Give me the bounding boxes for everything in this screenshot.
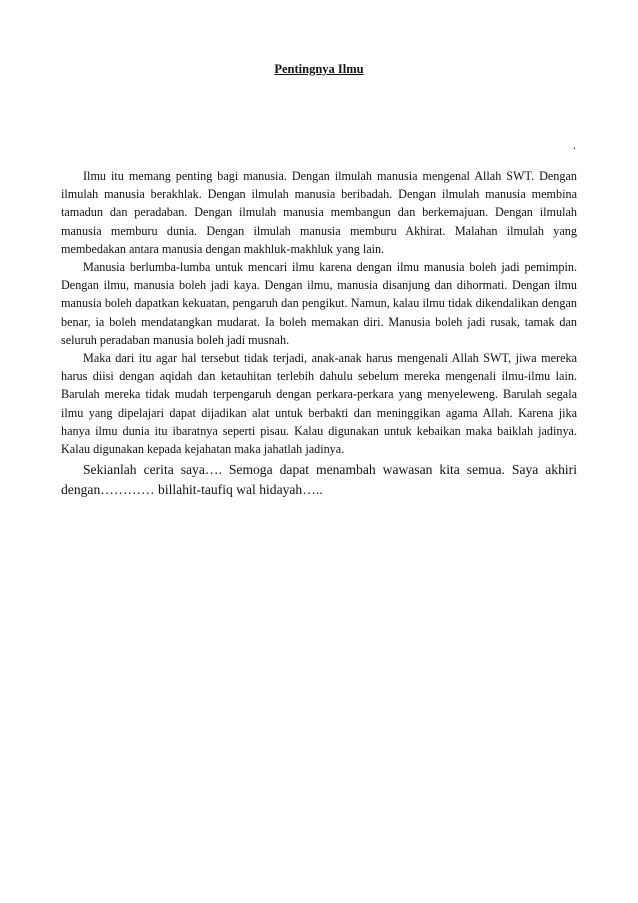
paragraph-1: Ilmu itu memang penting bagi manusia. Dengan ilmulah manusia mengenal Allah SWT. Dengan ilmulah manusia berakhlak. Dengan ilmulah manusia beribadah. Dengan ilmulah manusia membina tamadun dan peradaban. Dengan ilmulah manusia membangun dan berkemajuan. Dengan ilmulah manusia memburu dunia. Dengan ilmulah manusia memburu Akhirat. Malahan ilmulah yang membedakan antara manusia dengan makhluk-makhluk yang lain. [61,169,577,256]
document-title: Pentingnya Ilmu [274,62,364,76]
page-marker: . [572,137,576,152]
document-body [61,167,577,500]
paragraph-2: Manusia berlumba-lumba untuk mencari ilmu karena dengan ilmu manusia boleh jadi pemimpin. Dengan ilmu, manusia boleh jadi kaya. Dengan ilmu, manusia disanjung dan dihormati. Dengan ilmu manusia boleh dapatkan kekuatan, pengaruh dan pengikut. Namun, kalau ilmu tidak dikendalikan dengan benar, ia boleh mendatangkan mudarat. Ia boleh memakan diri. Manusia boleh jadi rusak, tamak dan seluruh peradaban manusia boleh jadi musnah. [61,260,577,347]
paragraph-closing: Sekianlah cerita saya…. Semoga dapat menambah wawasan kita semua. Saya akhiri dengan………… billahit-taufiq wal hidayah….. [61,462,577,498]
paragraph-3: Maka dari itu agar hal tersebut tidak terjadi, anak-anak harus mengenali Allah SWT, jiwa mereka harus diisi dengan aqidah dan ketauhitan terlebih dahulu sebelum mereka mengenali ilmu-ilmu lain. Barulah mereka tidak mudah terpengaruh dengan perkara-perkara yang menyeleweng. Barulah segala ilmu yang dipelajari dapat dijadikan alat untuk berbakti dan meninggikan agama Allah. Karena jika hanya ilmu dunia itu ibaratnya seperti pisau. Kalau digunakan untuk kebaikan maka baiklah jadinya. Kalau digunakan kepada kejahatan maka jahatlah jadinya. [61,351,577,457]
